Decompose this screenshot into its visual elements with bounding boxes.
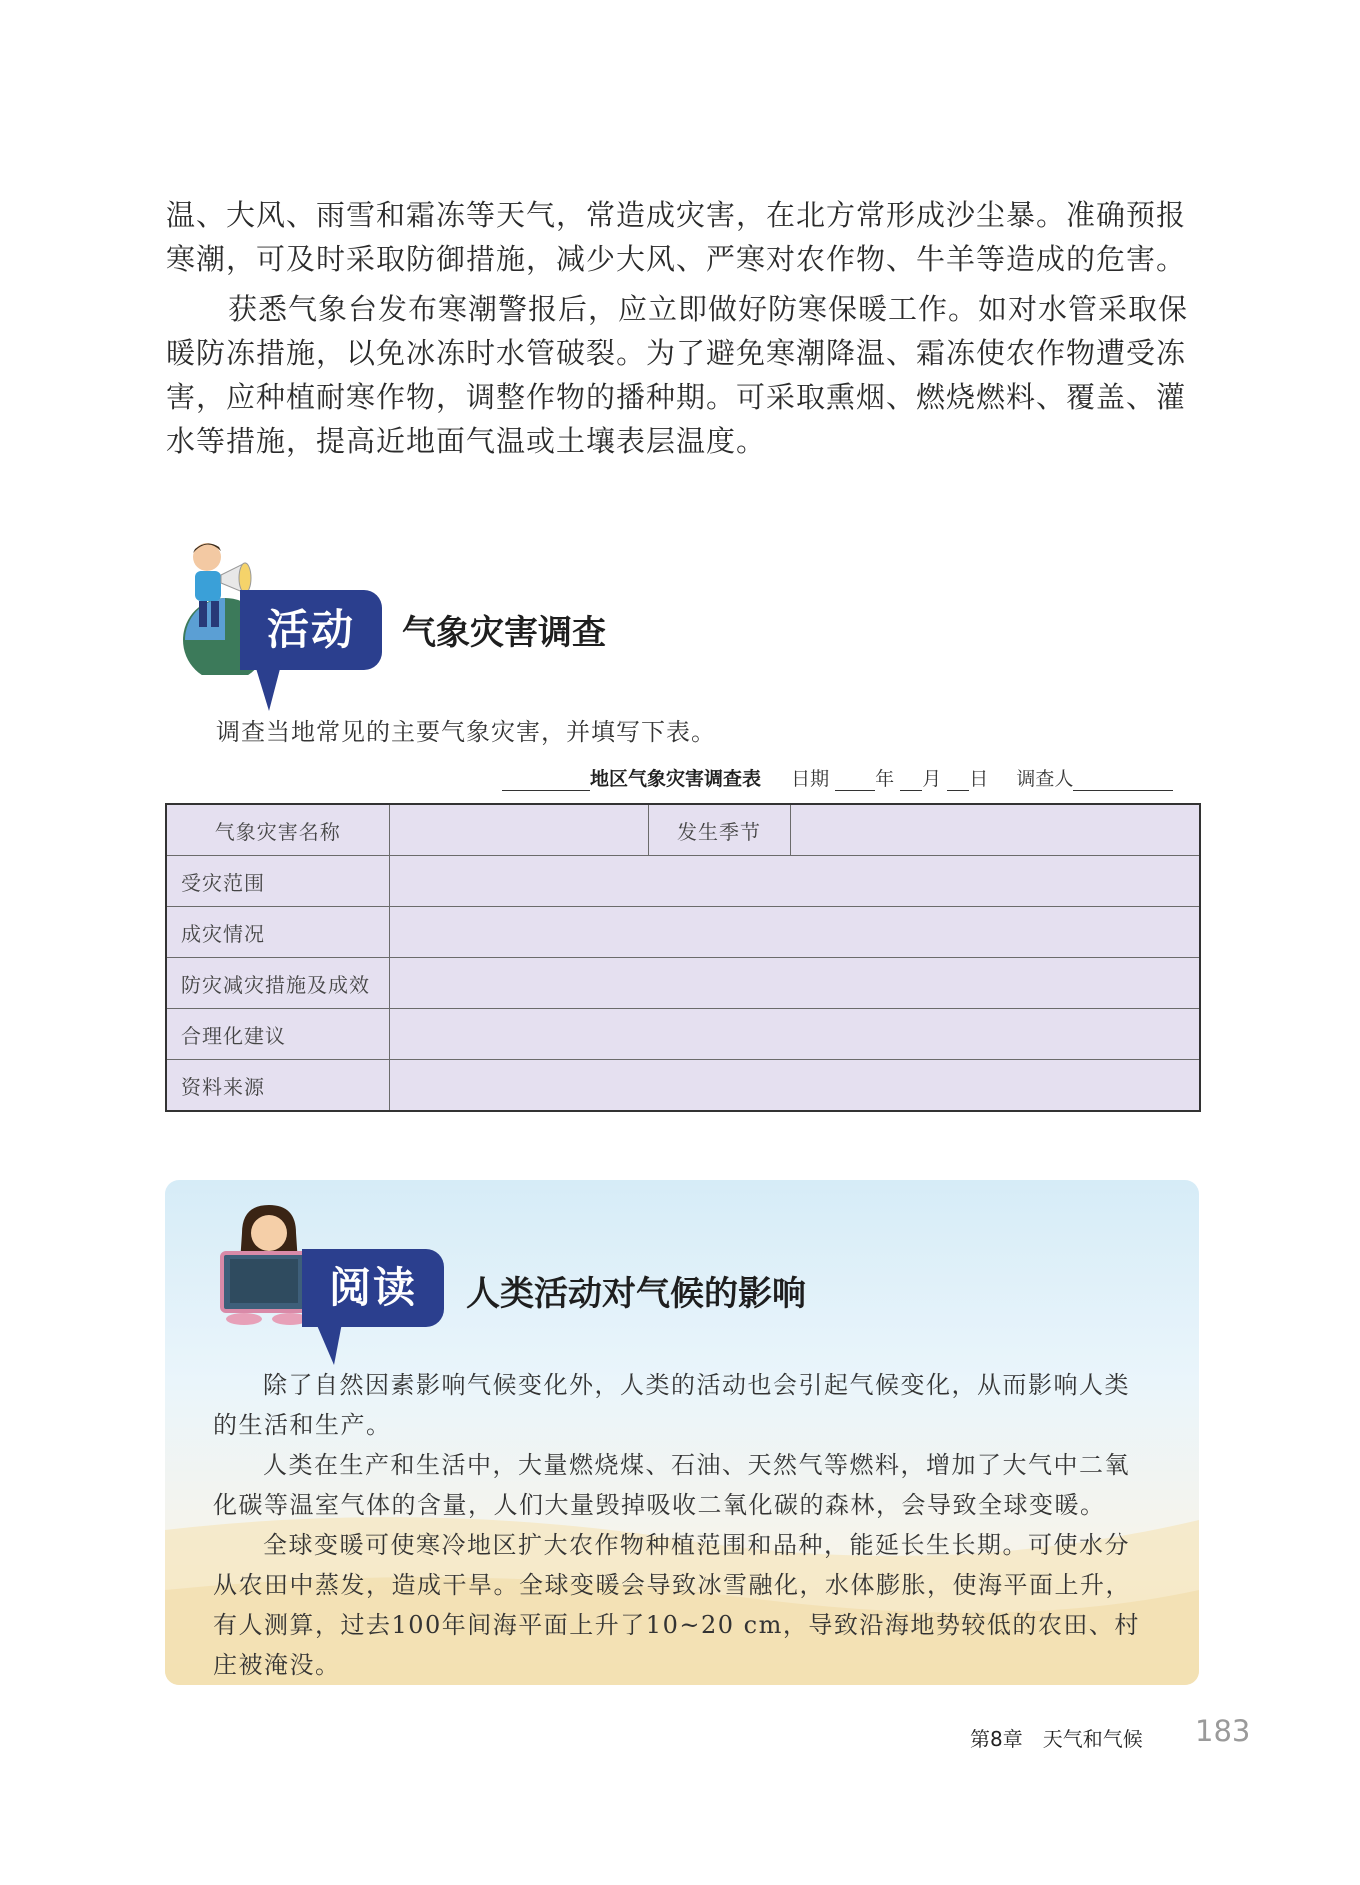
measures-cell[interactable] xyxy=(389,958,1200,1009)
table-row xyxy=(166,856,1200,907)
season-label: 发生季节 xyxy=(648,804,790,856)
activity-instruction: 调查当地常见的主要气象灾害，并填写下表。 xyxy=(216,718,716,746)
investigator-label: 调查人 xyxy=(1016,768,1074,790)
year-label: 年 xyxy=(875,768,895,790)
disaster-name-cell[interactable] xyxy=(389,804,648,856)
damage-cell[interactable] xyxy=(389,907,1200,958)
day-blank[interactable] xyxy=(947,772,969,791)
reading-paragraph-2: 人类在生产和生活中，大量燃烧煤、石油、天然气等燃料，增加了大气中二氧化碳等温室气体的含量，人们大量毁掉吸收二氧化碳的森林，会导致全球变暖。 xyxy=(213,1451,1130,1519)
table-row xyxy=(166,1009,1200,1060)
season-cell[interactable] xyxy=(790,804,1200,856)
row-label-damage: 成灾情况 xyxy=(166,907,389,958)
activity-title: 气象灾害调查 xyxy=(402,613,606,653)
affected-area-cell[interactable] xyxy=(389,856,1200,907)
survey-form-header xyxy=(502,764,1192,791)
body-paragraph-1: 温、大风、雨雪和霜冻等天气，常造成灾害，在北方常形成沙尘暴。准确预报寒潮，可及时采取防御措施，减少大风、严寒对农作物、牛羊等造成的危害。 xyxy=(166,198,1187,276)
row-label-sources: 资料来源 xyxy=(166,1060,389,1112)
table-row xyxy=(166,804,1200,856)
disaster-name-label: 气象灾害名称 xyxy=(166,804,389,856)
body-paragraph-2: 获悉气象台发布寒潮警报后，应立即做好防寒保暖工作。如对水管采取保暖防冻措施，以免冰冻时水管破裂。为了避免寒潮降温、霜冻使农作物遭受冻害，应种植耐寒作物，调整作物的播种期。可采取熏烟、燃烧燃料、覆盖、灌水等措施，提高近地面气温或土壤表层温度。 xyxy=(166,292,1189,458)
reading-tab: 阅读 xyxy=(302,1249,444,1327)
survey-table-name: 地区气象灾害调查表 xyxy=(590,768,762,790)
table-row xyxy=(166,1060,1200,1112)
row-label-measures: 防灾减灾措施及成效 xyxy=(166,958,389,1009)
activity-tab: 活动 xyxy=(240,590,382,670)
day-label: 日 xyxy=(969,768,989,790)
speech-pointer-icon xyxy=(255,665,285,713)
table-row xyxy=(166,958,1200,1009)
row-label-suggestions: 合理化建议 xyxy=(166,1009,389,1060)
reading-title: 人类活动对气候的影响 xyxy=(466,1274,806,1314)
disaster-survey-table xyxy=(165,803,1201,1112)
speech-pointer-icon xyxy=(316,1323,346,1367)
investigator-blank[interactable] xyxy=(1073,772,1173,791)
reading-paragraph-1: 除了自然因素影响气候变化外，人类的活动也会引起气候变化，从而影响人类的生活和生产。 xyxy=(213,1371,1130,1439)
page-number: 183 xyxy=(1195,1714,1251,1748)
row-label-affected-area: 受灾范围 xyxy=(166,856,389,907)
table-row xyxy=(166,907,1200,958)
month-label: 月 xyxy=(922,768,942,790)
year-blank[interactable] xyxy=(835,772,875,791)
reading-paragraph-3: 全球变暖可使寒冷地区扩大农作物种植范围和品种，能延长生长期。可使水分从农田中蒸发，造成干旱。全球变暖会导致冰雪融化，水体膨胀，使海平面上升，有人测算，过去100年间海平面上升了10~20 cm，导致沿海地势较低的农田、村庄被淹没。 xyxy=(213,1531,1140,1679)
sources-cell[interactable] xyxy=(389,1060,1200,1112)
month-blank[interactable] xyxy=(900,772,922,791)
footer-chapter-title: 第8章 天气和气候 xyxy=(970,1727,1143,1751)
date-label: 日期 xyxy=(791,768,830,790)
suggestions-cell[interactable] xyxy=(389,1009,1200,1060)
